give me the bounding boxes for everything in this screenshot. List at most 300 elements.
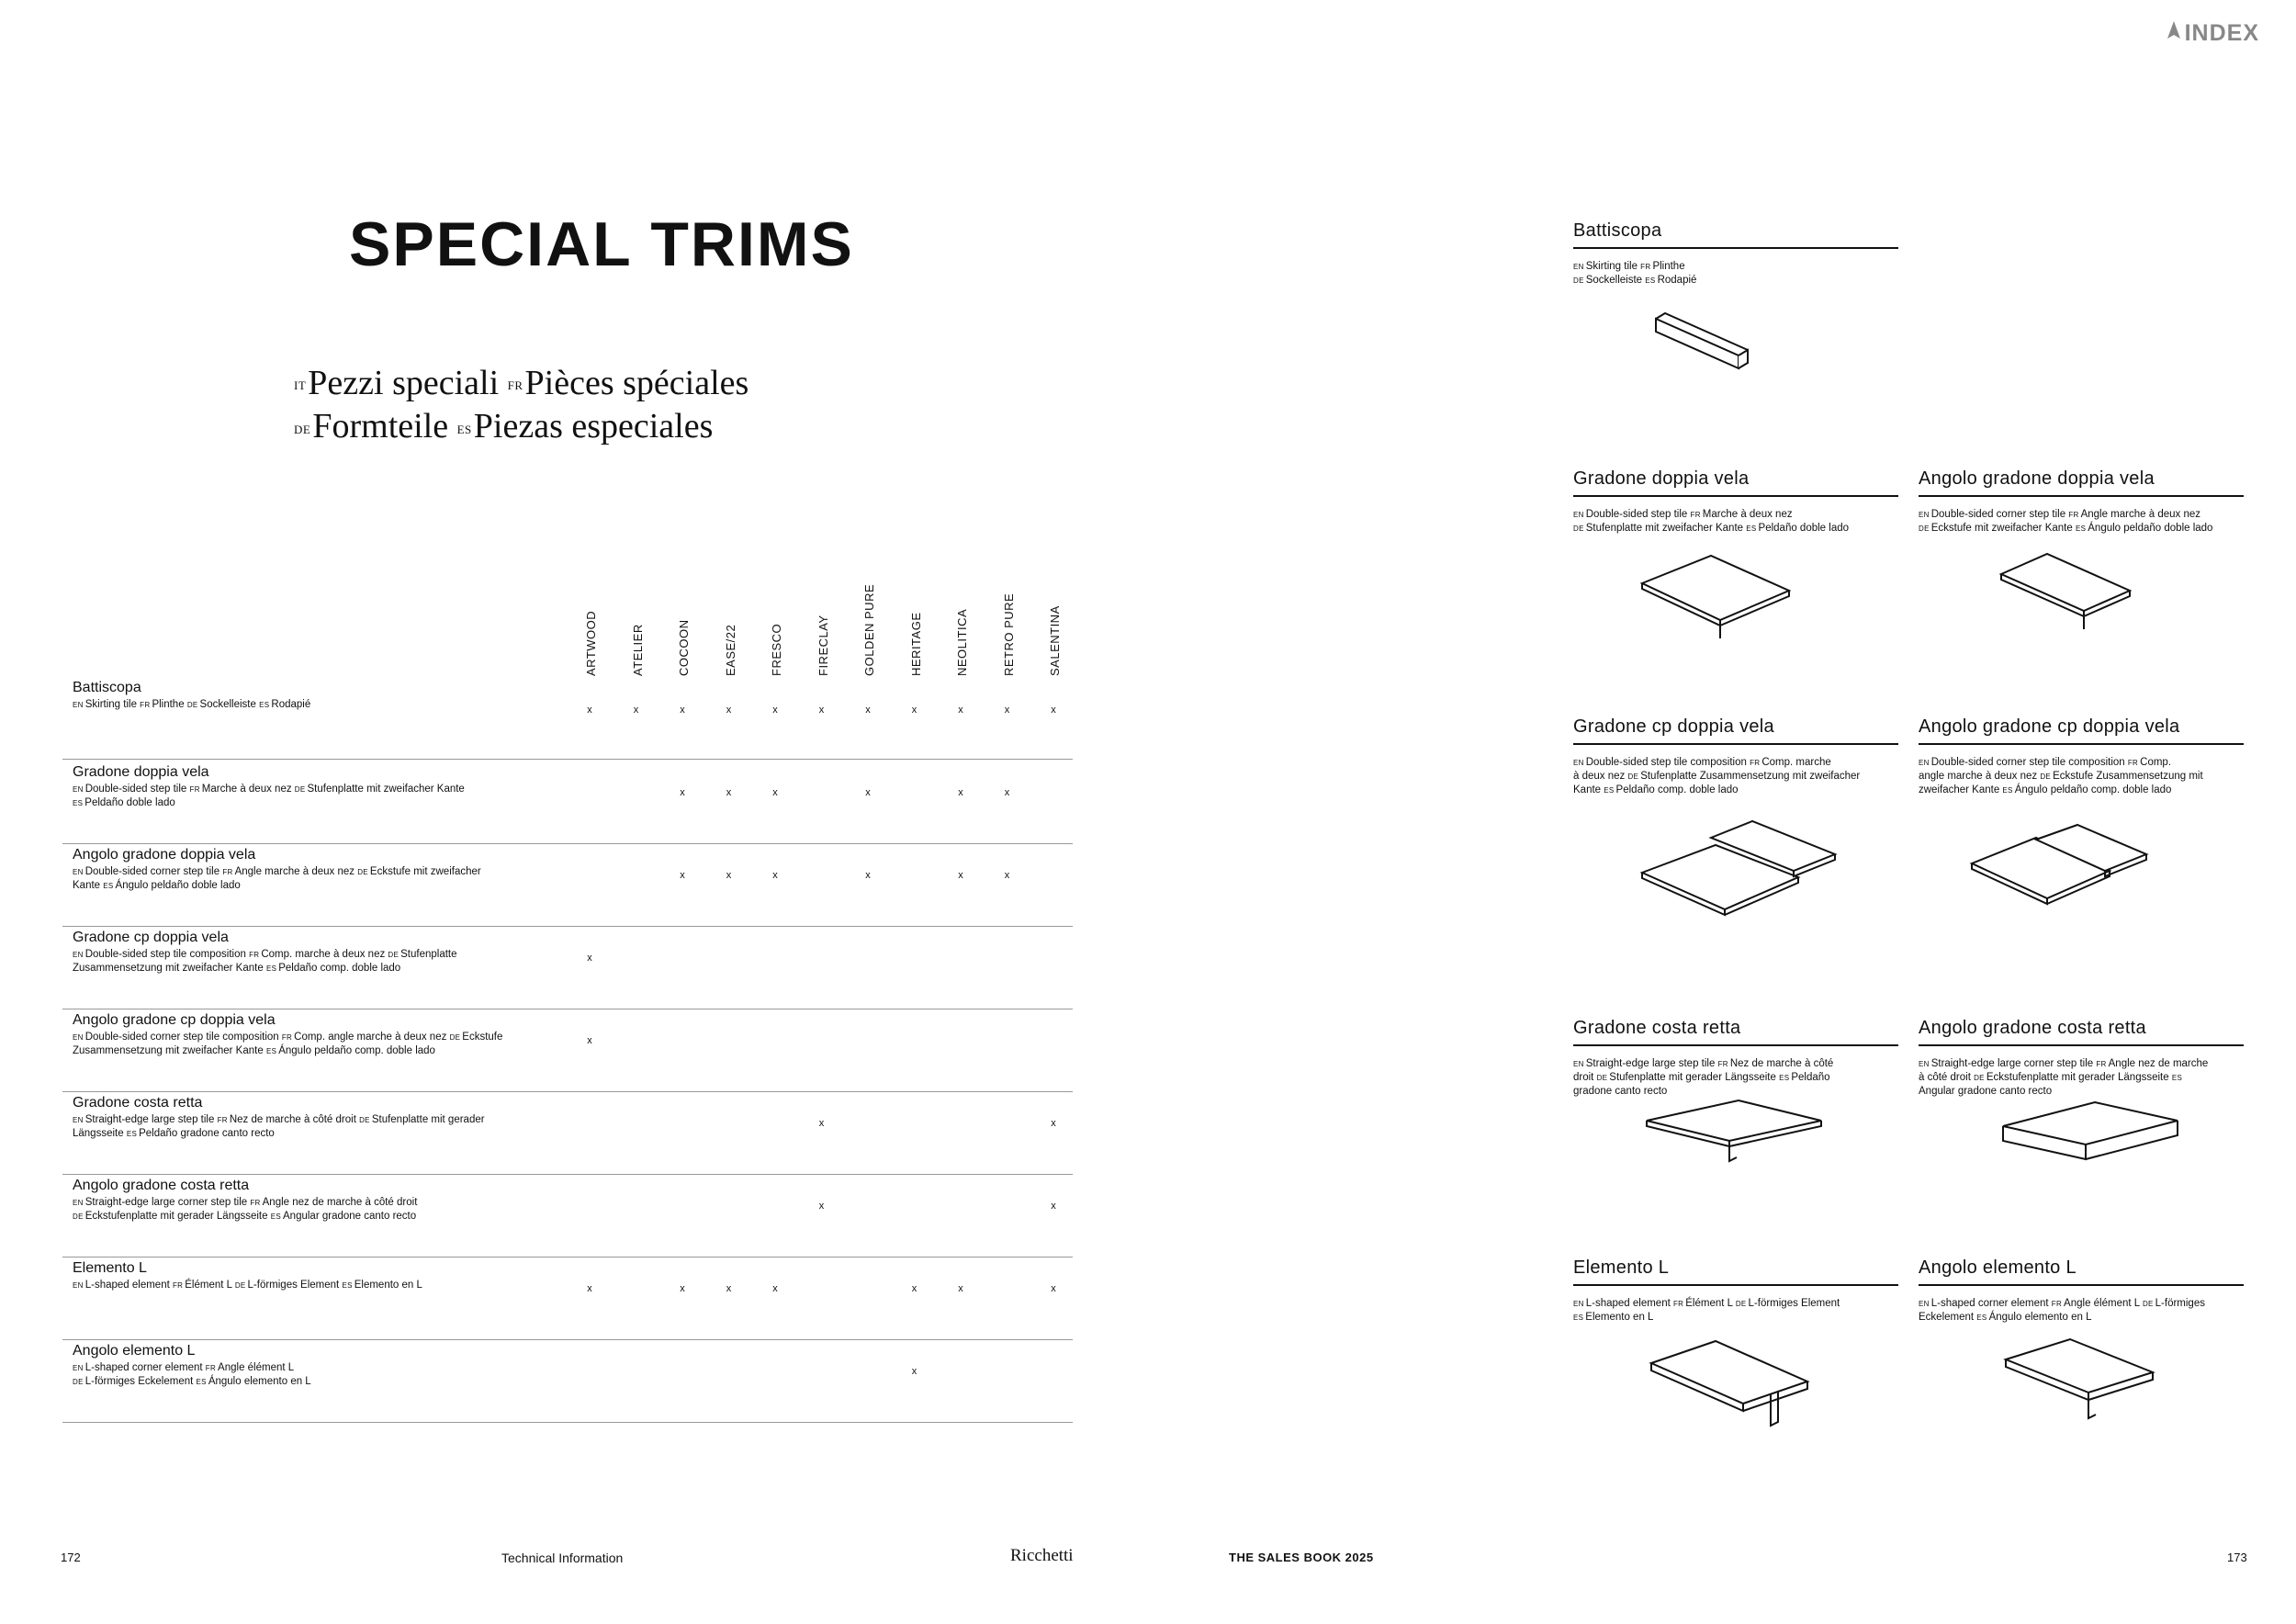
panel-description — [1573, 756, 1898, 797]
desc-line — [73, 1113, 587, 1127]
desc-text: Elemento en L — [1585, 1312, 1654, 1323]
desc-text: Comp. angle marche à deux nez — [294, 1032, 447, 1043]
desc-line — [1573, 260, 1898, 274]
subtitle-text: Pezzi speciali — [308, 364, 500, 402]
desc-text: Peldaño comp. doble lado — [278, 963, 401, 974]
availability-mark: x — [818, 705, 825, 716]
availability-mark: x — [680, 705, 685, 716]
desc-text: L-shaped corner element — [84, 1362, 203, 1373]
table-row — [62, 926, 1073, 1009]
desc-text: Sockelleiste — [199, 699, 256, 710]
column-header: SALENTINA — [1048, 605, 1062, 676]
desc-line — [1573, 1311, 1898, 1325]
language-code: DE — [294, 785, 306, 794]
desc-text: L-shaped corner element — [1930, 1298, 2049, 1309]
table-row — [62, 1091, 1073, 1175]
desc-text: Double-sided step tile — [84, 784, 187, 795]
language-code: ES — [1645, 276, 1656, 285]
language-code: FR — [1717, 1060, 1728, 1068]
language-code: DE — [1735, 1300, 1747, 1308]
desc-text: droit — [1573, 1072, 1594, 1083]
availability-mark: x — [587, 1035, 592, 1046]
desc-text: Straight-edge large corner step tile — [1930, 1058, 2094, 1069]
desc-text: Ángulo elemento en L — [208, 1376, 311, 1387]
desc-text: Angle élément L — [218, 1362, 295, 1373]
availability-mark: x — [772, 1283, 778, 1294]
language-code: FR — [507, 378, 523, 393]
availability-mark: x — [1051, 705, 1056, 716]
language-code: EN — [1919, 1300, 1930, 1308]
language-code: ES — [2171, 1074, 2183, 1082]
double-sided-corner-step-drawing — [1992, 547, 2139, 638]
desc-text: Stufenplatte mit gerader — [371, 1114, 485, 1125]
desc-text: Kante — [1573, 784, 1602, 795]
availability-mark: x — [911, 1366, 917, 1377]
column-header: FRESCO — [770, 623, 783, 676]
language-code: FR — [2051, 1300, 2063, 1308]
language-code: EN — [73, 868, 84, 876]
trim-panel — [1919, 1018, 2244, 1099]
right-page-number: 173 — [2227, 1551, 2247, 1564]
language-code: FR — [189, 785, 200, 794]
desc-line — [1919, 770, 2244, 784]
availability-mark: x — [958, 705, 963, 716]
desc-line — [1573, 1297, 1898, 1311]
availability-mark: x — [772, 787, 778, 798]
desc-text: Eckelement — [1919, 1312, 1975, 1323]
table-row — [62, 1257, 1073, 1340]
l-shaped-element-drawing — [1642, 1336, 1817, 1437]
desc-text: Double-sided corner step tile — [1930, 509, 2066, 520]
desc-text: Skirting tile — [1585, 261, 1638, 272]
row-name: Angolo gradone cp doppia vela — [73, 1012, 276, 1028]
desc-text: Nez de marche à côté — [1729, 1058, 1834, 1069]
row-description — [73, 865, 587, 893]
language-code: FR — [1672, 1300, 1684, 1308]
availability-mark: x — [911, 705, 917, 716]
desc-text: Double-sided step tile composition — [84, 949, 246, 960]
table-row — [62, 1339, 1073, 1423]
desc-text: Sockelleiste — [1585, 275, 1643, 286]
desc-text: Angle marche à deux nez — [2080, 509, 2200, 520]
desc-line — [73, 1044, 587, 1058]
desc-text: Peldaño doble lado — [84, 797, 175, 808]
desc-line — [73, 1127, 587, 1141]
language-code: ES — [2002, 786, 2013, 795]
desc-text: Peldaño — [1791, 1072, 1830, 1083]
row-name: Angolo gradone doppia vela — [73, 847, 256, 863]
desc-line — [73, 1031, 587, 1044]
language-code: EN — [1919, 1060, 1930, 1068]
desc-text: Eckstufenplatte mit gerader Längsseite — [1986, 1072, 2169, 1083]
desc-line — [1919, 522, 2244, 536]
desc-text: L-shaped element — [84, 1280, 170, 1291]
language-code: FR — [2068, 511, 2079, 519]
desc-text: Zusammensetzung mit zweifacher Kante — [73, 1045, 264, 1056]
desc-text: Marche à deux nez — [201, 784, 292, 795]
desc-text: zweifacher Kante — [1919, 784, 2000, 795]
trim-panel — [1919, 468, 2244, 536]
desc-text: Nez de marche à côté droit — [229, 1114, 356, 1125]
column-header: COCOON — [677, 619, 691, 676]
language-code: DE — [294, 422, 311, 436]
language-code: EN — [73, 1199, 84, 1207]
desc-text: Stufenplatte mit gerader Längsseite — [1609, 1072, 1776, 1083]
desc-line — [1573, 522, 1898, 536]
language-code: ES — [456, 422, 472, 436]
left-page-number: 172 — [61, 1551, 81, 1564]
desc-text: Stufenplatte Zusammensetzung mit zweifacher — [1640, 771, 1861, 782]
column-header: HERITAGE — [908, 612, 923, 676]
availability-mark: x — [818, 1201, 825, 1212]
subtitle-text: Piezas especiales — [473, 407, 714, 446]
desc-line — [73, 1196, 587, 1210]
desc-text: Eckstufe — [462, 1032, 503, 1043]
desc-text: Eckstufe mit zweifacher Kante — [1930, 523, 2073, 534]
availability-mark: x — [958, 1283, 963, 1294]
language-code: ES — [2075, 524, 2087, 533]
desc-line — [73, 783, 587, 796]
panel-description — [1573, 508, 1898, 536]
language-code: ES — [270, 1212, 282, 1221]
row-description — [73, 698, 587, 712]
language-code: ES — [1604, 786, 1615, 795]
availability-mark: x — [958, 787, 963, 798]
subtitle-line — [294, 363, 748, 406]
language-code: DE — [359, 1116, 370, 1124]
trim-panel — [1573, 716, 1898, 797]
language-code: ES — [265, 1047, 277, 1055]
straight-edge-corner-step-drawing — [1994, 1093, 2187, 1176]
double-sided-step-drawing — [1633, 547, 1798, 648]
desc-line — [1919, 1311, 2244, 1325]
panel-title: Angolo gradone doppia vela — [1919, 468, 2244, 497]
availability-mark: x — [772, 870, 778, 881]
desc-text: Eckstufenplatte mit gerader Längsseite — [84, 1211, 268, 1222]
desc-text: Ángulo peldaño comp. doble lado — [278, 1045, 435, 1056]
desc-text: L-förmiges Eckelement — [84, 1376, 194, 1387]
desc-text: L-shaped element — [1585, 1298, 1671, 1309]
trim-panel — [1573, 1257, 1898, 1325]
desc-line — [1919, 1297, 2244, 1311]
desc-text: gradone canto recto — [1573, 1086, 1668, 1097]
availability-mark: x — [587, 705, 592, 716]
availability-mark: x — [680, 1283, 685, 1294]
language-code: EN — [73, 1281, 84, 1290]
desc-text: Angle élément L — [2064, 1298, 2140, 1309]
column-header: EASE/22 — [723, 624, 737, 676]
language-code: EN — [1573, 759, 1584, 767]
language-code: DE — [1919, 524, 1930, 533]
desc-line — [73, 948, 587, 962]
availability-mark: x — [1051, 1201, 1056, 1212]
table-row — [62, 1174, 1073, 1257]
desc-line — [1573, 508, 1898, 522]
language-code: ES — [1779, 1074, 1790, 1082]
language-code: EN — [1573, 511, 1584, 519]
language-code: FR — [281, 1033, 293, 1042]
language-code: FR — [1640, 263, 1651, 271]
panel-title: Elemento L — [1573, 1257, 1898, 1286]
desc-text: Comp. — [2140, 757, 2172, 768]
availability-mark: x — [680, 870, 685, 881]
language-code: EN — [73, 951, 84, 959]
language-code: FR — [1690, 511, 1701, 519]
language-code: ES — [265, 964, 277, 973]
availability-mark: x — [680, 787, 685, 798]
desc-text: Élément L — [185, 1280, 232, 1291]
row-description — [73, 1361, 587, 1389]
straight-edge-step-drawing — [1638, 1093, 1830, 1176]
table-row — [62, 761, 1073, 844]
panel-description — [1919, 508, 2244, 536]
panel-title: Battiscopa — [1573, 220, 1898, 249]
desc-text: Double-sided step tile — [1585, 509, 1688, 520]
row-description — [73, 948, 587, 976]
language-code: EN — [1573, 1300, 1584, 1308]
language-code: EN — [73, 701, 84, 709]
desc-text: Ángulo peldaño doble lado — [2088, 523, 2213, 534]
row-description — [73, 783, 587, 810]
desc-text: Angle marche à deux nez — [234, 866, 355, 877]
availability-mark: x — [1004, 705, 1010, 716]
desc-text: Ángulo peldaño comp. doble lado — [2014, 784, 2172, 795]
availability-mark: x — [726, 787, 732, 798]
column-header: GOLDEN PURE — [862, 583, 876, 676]
index-link[interactable] — [2166, 20, 2259, 47]
availability-mark: x — [1004, 787, 1010, 798]
availability-mark: x — [1051, 1118, 1056, 1129]
book-title: THE SALES BOOK 2025 — [1229, 1551, 1374, 1564]
desc-text: Peldaño doble lado — [1758, 523, 1850, 534]
desc-text: Peldaño comp. doble lado — [1615, 784, 1739, 795]
desc-text: Stufenplatte mit zweifacher Kante — [1585, 523, 1744, 534]
language-code: DE — [1974, 1074, 1985, 1082]
language-code: EN — [1919, 759, 1930, 767]
language-code: FR — [205, 1364, 217, 1372]
row-name: Gradone costa retta — [73, 1095, 203, 1111]
language-code: FR — [250, 1199, 261, 1207]
language-code: DE — [73, 1212, 84, 1221]
desc-line — [1573, 784, 1898, 797]
column-header: RETRO PURE — [1001, 592, 1016, 676]
desc-text: Eckstufe mit zweifacher — [369, 866, 481, 877]
desc-text: Peldaño gradone canto recto — [139, 1128, 275, 1139]
language-code: EN — [73, 1364, 84, 1372]
section-name: Technical Information — [501, 1551, 624, 1565]
desc-text: Comp. marche — [1761, 757, 1831, 768]
desc-text: Double-sided corner step tile — [84, 866, 220, 877]
availability-mark: x — [726, 870, 732, 881]
language-code: DE — [2040, 773, 2052, 781]
language-code: ES — [1573, 1314, 1584, 1322]
trim-panel — [1573, 468, 1898, 536]
desc-line — [73, 962, 587, 976]
desc-line — [1919, 508, 2244, 522]
row-name: Elemento L — [73, 1260, 147, 1276]
desc-text: Comp. marche à deux nez — [261, 949, 386, 960]
language-code: FR — [2096, 1060, 2107, 1068]
subtitle-line — [294, 406, 748, 449]
desc-line — [1573, 756, 1898, 770]
panel-title: Angolo gradone costa retta — [1919, 1018, 2244, 1046]
panel-description — [1573, 260, 1898, 288]
language-code: EN — [73, 1033, 84, 1042]
column-header: ARTWOOD — [584, 610, 598, 676]
page-subtitle — [294, 363, 748, 450]
availability-mark: x — [865, 705, 871, 716]
availability-mark: x — [911, 1283, 917, 1294]
language-code: DE — [186, 701, 198, 709]
language-code: EN — [1573, 263, 1584, 271]
desc-text: Double-sided corner step tile composition — [1930, 757, 2125, 768]
skirting-tile-drawing — [1647, 310, 1766, 383]
language-code: ES — [1746, 524, 1757, 533]
desc-text: Stufenplatte mit zweifacher Kante — [307, 784, 465, 795]
availability-mark: x — [726, 1283, 732, 1294]
language-code: ES — [259, 701, 270, 709]
desc-line — [1919, 1071, 2244, 1085]
availability-mark: x — [726, 705, 732, 716]
desc-text: Längsseite — [73, 1128, 124, 1139]
language-code: EN — [73, 785, 84, 794]
desc-line — [73, 1210, 587, 1224]
language-code: DE — [1573, 276, 1584, 285]
table-row — [62, 1009, 1073, 1092]
desc-text: Straight-edge large step tile — [1585, 1058, 1716, 1069]
language-code: ES — [103, 882, 114, 890]
desc-text: Straight-edge large step tile — [84, 1114, 215, 1125]
desc-text: à deux nez — [1573, 771, 1626, 782]
availability-mark: x — [772, 705, 778, 716]
desc-text: Plinthe — [1652, 261, 1685, 272]
desc-text: Eckstufe Zusammensetzung mit — [2053, 771, 2203, 782]
desc-text: Skirting tile — [84, 699, 137, 710]
language-code: EN — [73, 1116, 84, 1124]
language-code: ES — [126, 1130, 138, 1138]
step-composition-drawing — [1633, 818, 1844, 928]
language-code: DE — [1627, 773, 1639, 781]
language-code: DE — [357, 868, 368, 876]
desc-text: Double-sided step tile composition — [1585, 757, 1747, 768]
table-row — [62, 680, 1073, 760]
language-code: DE — [388, 951, 400, 959]
desc-text: Zusammensetzung mit zweifacher Kante — [73, 963, 264, 974]
desc-text: Stufenplatte — [400, 949, 457, 960]
desc-text: Elemento en L — [354, 1280, 422, 1291]
language-code: FR — [222, 868, 233, 876]
language-code: EN — [1573, 1060, 1584, 1068]
availability-mark: x — [958, 870, 963, 881]
panel-title: Gradone costa retta — [1573, 1018, 1898, 1046]
panel-description — [1919, 1297, 2244, 1325]
language-code: ES — [1976, 1314, 1987, 1322]
row-description — [73, 1279, 587, 1292]
desc-text: Élément L — [1685, 1298, 1733, 1309]
language-code: DE — [1573, 524, 1584, 533]
panel-title: Gradone doppia vela — [1573, 468, 1898, 497]
column-header: FIRECLAY — [816, 615, 830, 676]
desc-text: Angle nez de marche à côté droit — [262, 1197, 418, 1208]
desc-text: à côté droit — [1919, 1072, 1971, 1083]
row-description — [73, 1196, 587, 1224]
desc-text: angle marche à deux nez — [1919, 771, 2038, 782]
table-row — [62, 843, 1073, 927]
trim-panel — [1919, 1257, 2244, 1325]
row-name: Gradone doppia vela — [73, 764, 209, 780]
availability-mark: x — [865, 870, 871, 881]
row-name: Angolo gradone costa retta — [73, 1178, 250, 1193]
availability-mark: x — [1051, 1283, 1056, 1294]
trim-panel — [1573, 1018, 1898, 1099]
desc-line — [1919, 756, 2244, 770]
row-name: Battiscopa — [73, 680, 141, 695]
desc-line — [1573, 1057, 1898, 1071]
trim-panel — [1919, 716, 2244, 797]
desc-text: Kante — [73, 880, 101, 891]
language-code: FR — [172, 1281, 184, 1290]
desc-text: Rodapié — [1657, 275, 1697, 286]
panel-description — [1573, 1297, 1898, 1325]
language-code: ES — [73, 799, 84, 807]
language-code: FR — [140, 701, 151, 709]
desc-line — [73, 1361, 587, 1375]
subtitle-text: Formteile — [312, 407, 449, 446]
column-header: NEOLITICA — [955, 608, 969, 676]
desc-text: Double-sided corner step tile composition — [84, 1032, 279, 1043]
panel-title: Gradone cp doppia vela — [1573, 716, 1898, 745]
language-code: DE — [1596, 1074, 1608, 1082]
up-arrow-icon — [2166, 20, 2182, 47]
language-code: ES — [342, 1281, 353, 1290]
availability-mark: x — [587, 953, 592, 964]
desc-line — [1573, 1071, 1898, 1085]
desc-text: Angular gradone canto recto — [1919, 1086, 2053, 1097]
desc-text: Ángulo elemento en L — [1988, 1312, 2092, 1323]
row-name: Angolo elemento L — [73, 1343, 196, 1359]
l-shaped-corner-element-drawing — [1997, 1336, 2162, 1427]
corner-step-composition-drawing — [1963, 818, 2160, 928]
column-header: ATELIER — [630, 624, 645, 676]
desc-line — [1573, 274, 1898, 288]
row-description — [73, 1113, 587, 1141]
availability-mark: x — [865, 787, 871, 798]
desc-text: Plinthe — [152, 699, 185, 710]
desc-text: Angular gradone canto recto — [283, 1211, 417, 1222]
desc-line — [73, 698, 587, 712]
language-code: ES — [196, 1378, 207, 1386]
language-code: DE — [2142, 1300, 2154, 1308]
language-code: DE — [234, 1281, 246, 1290]
language-code: DE — [73, 1378, 84, 1386]
availability-mark: x — [633, 705, 639, 716]
desc-line — [73, 865, 587, 879]
brand-logo: Ricchetti — [1010, 1546, 1074, 1565]
panel-title: Angolo elemento L — [1919, 1257, 2244, 1286]
panel-title: Angolo gradone cp doppia vela — [1919, 716, 2244, 745]
desc-text: L-förmiges — [2155, 1298, 2205, 1309]
language-code: FR — [2127, 759, 2139, 767]
language-code: FR — [1750, 759, 1761, 767]
desc-line — [1919, 784, 2244, 797]
desc-line — [73, 879, 587, 893]
row-name: Gradone cp doppia vela — [73, 930, 229, 945]
desc-line — [1573, 770, 1898, 784]
desc-text: L-förmiges Element — [247, 1280, 340, 1291]
index-label: INDEX — [2184, 20, 2259, 46]
trim-panel — [1573, 220, 1898, 288]
page-title: SPECIAL TRIMS — [349, 209, 854, 279]
